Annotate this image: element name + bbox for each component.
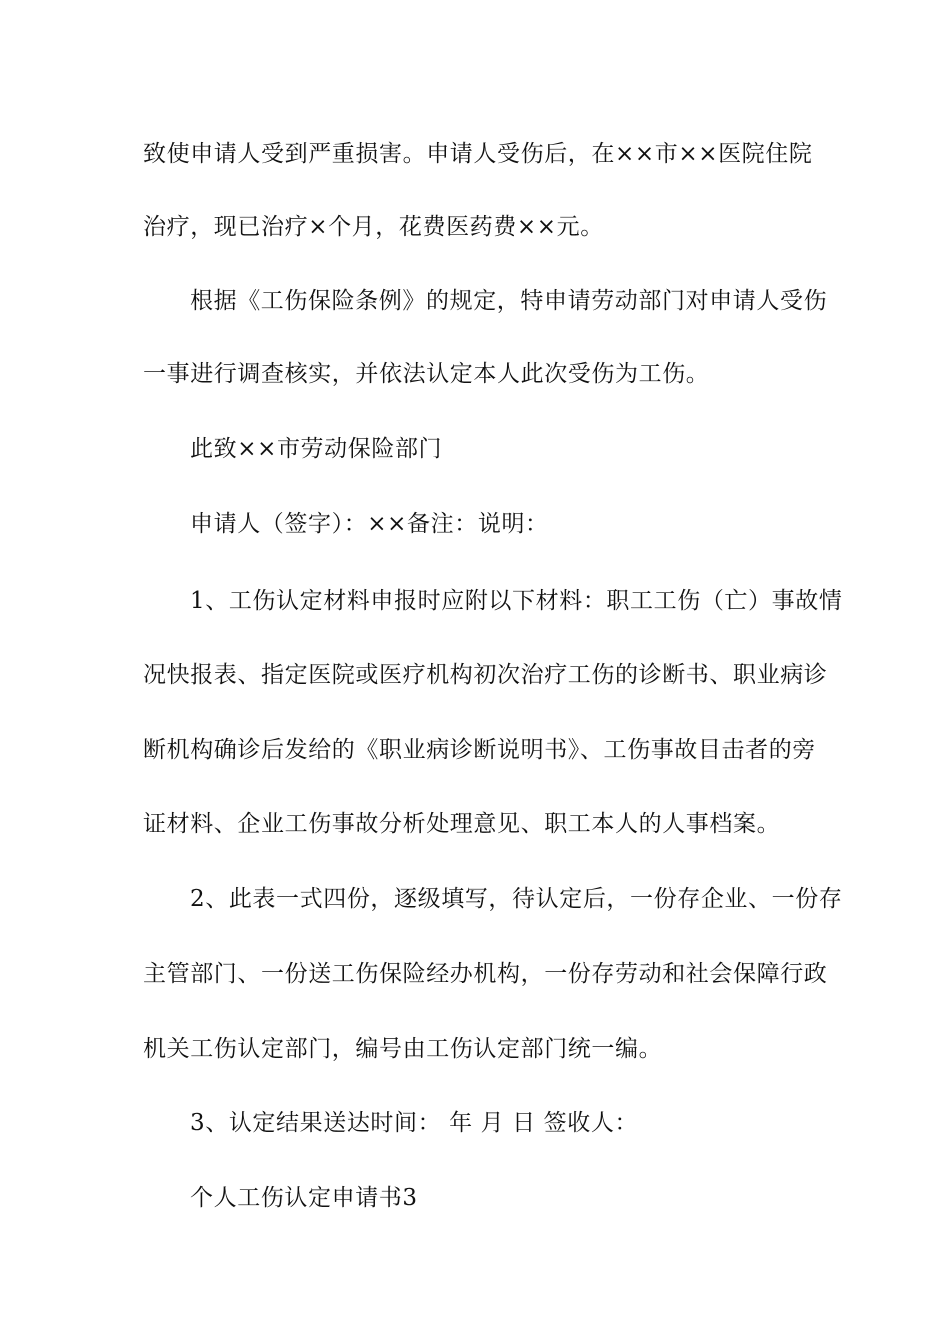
signature-line: 申请人（签字）：××备注：说明：: [190, 511, 549, 537]
paragraph-line: 致使申请人受到严重损害。申请人受伤后，在××市××医院住院: [143, 141, 813, 167]
paragraph-line: 断机构确诊后发给的《职业病诊断说明书》、工伤事故目击者的旁: [143, 737, 816, 763]
note-item-2: 2、此表一式四份，逐级填写，待认定后，一份存企业、一份存: [190, 886, 843, 912]
paragraph-line: 一事进行调查核实，并依法认定本人此次受伤为工伤。: [143, 361, 710, 387]
note-item-3: 3、认定结果送达时间： 年 月 日 签收人：: [190, 1110, 639, 1136]
paragraph-line: 况快报表、指定医院或医疗机构初次治疗工伤的诊断书、职业病诊: [143, 662, 828, 688]
section-title: 个人工伤认定申请书3: [190, 1185, 418, 1211]
salutation-line: 此致××市劳动保险部门: [190, 436, 443, 462]
paragraph-line: 证材料、企业工伤事故分析处理意见、职工本人的人事档案。: [143, 811, 781, 837]
paragraph-line: 根据《工伤保险条例》的规定，特申请劳动部门对申请人受伤: [190, 288, 828, 314]
note-item-1: 1、工伤认定材料申报时应附以下材料：职工工伤（亡）事故情: [190, 588, 843, 614]
paragraph-line: 治疗，现已治疗×个月，花费医药费××元。: [143, 214, 604, 240]
paragraph-line: 机关工伤认定部门，编号由工伤认定部门统一编。: [143, 1036, 663, 1062]
paragraph-line: 主管部门、一份送工伤保险经办机构，一份存劳动和社会保障行政: [143, 961, 828, 987]
